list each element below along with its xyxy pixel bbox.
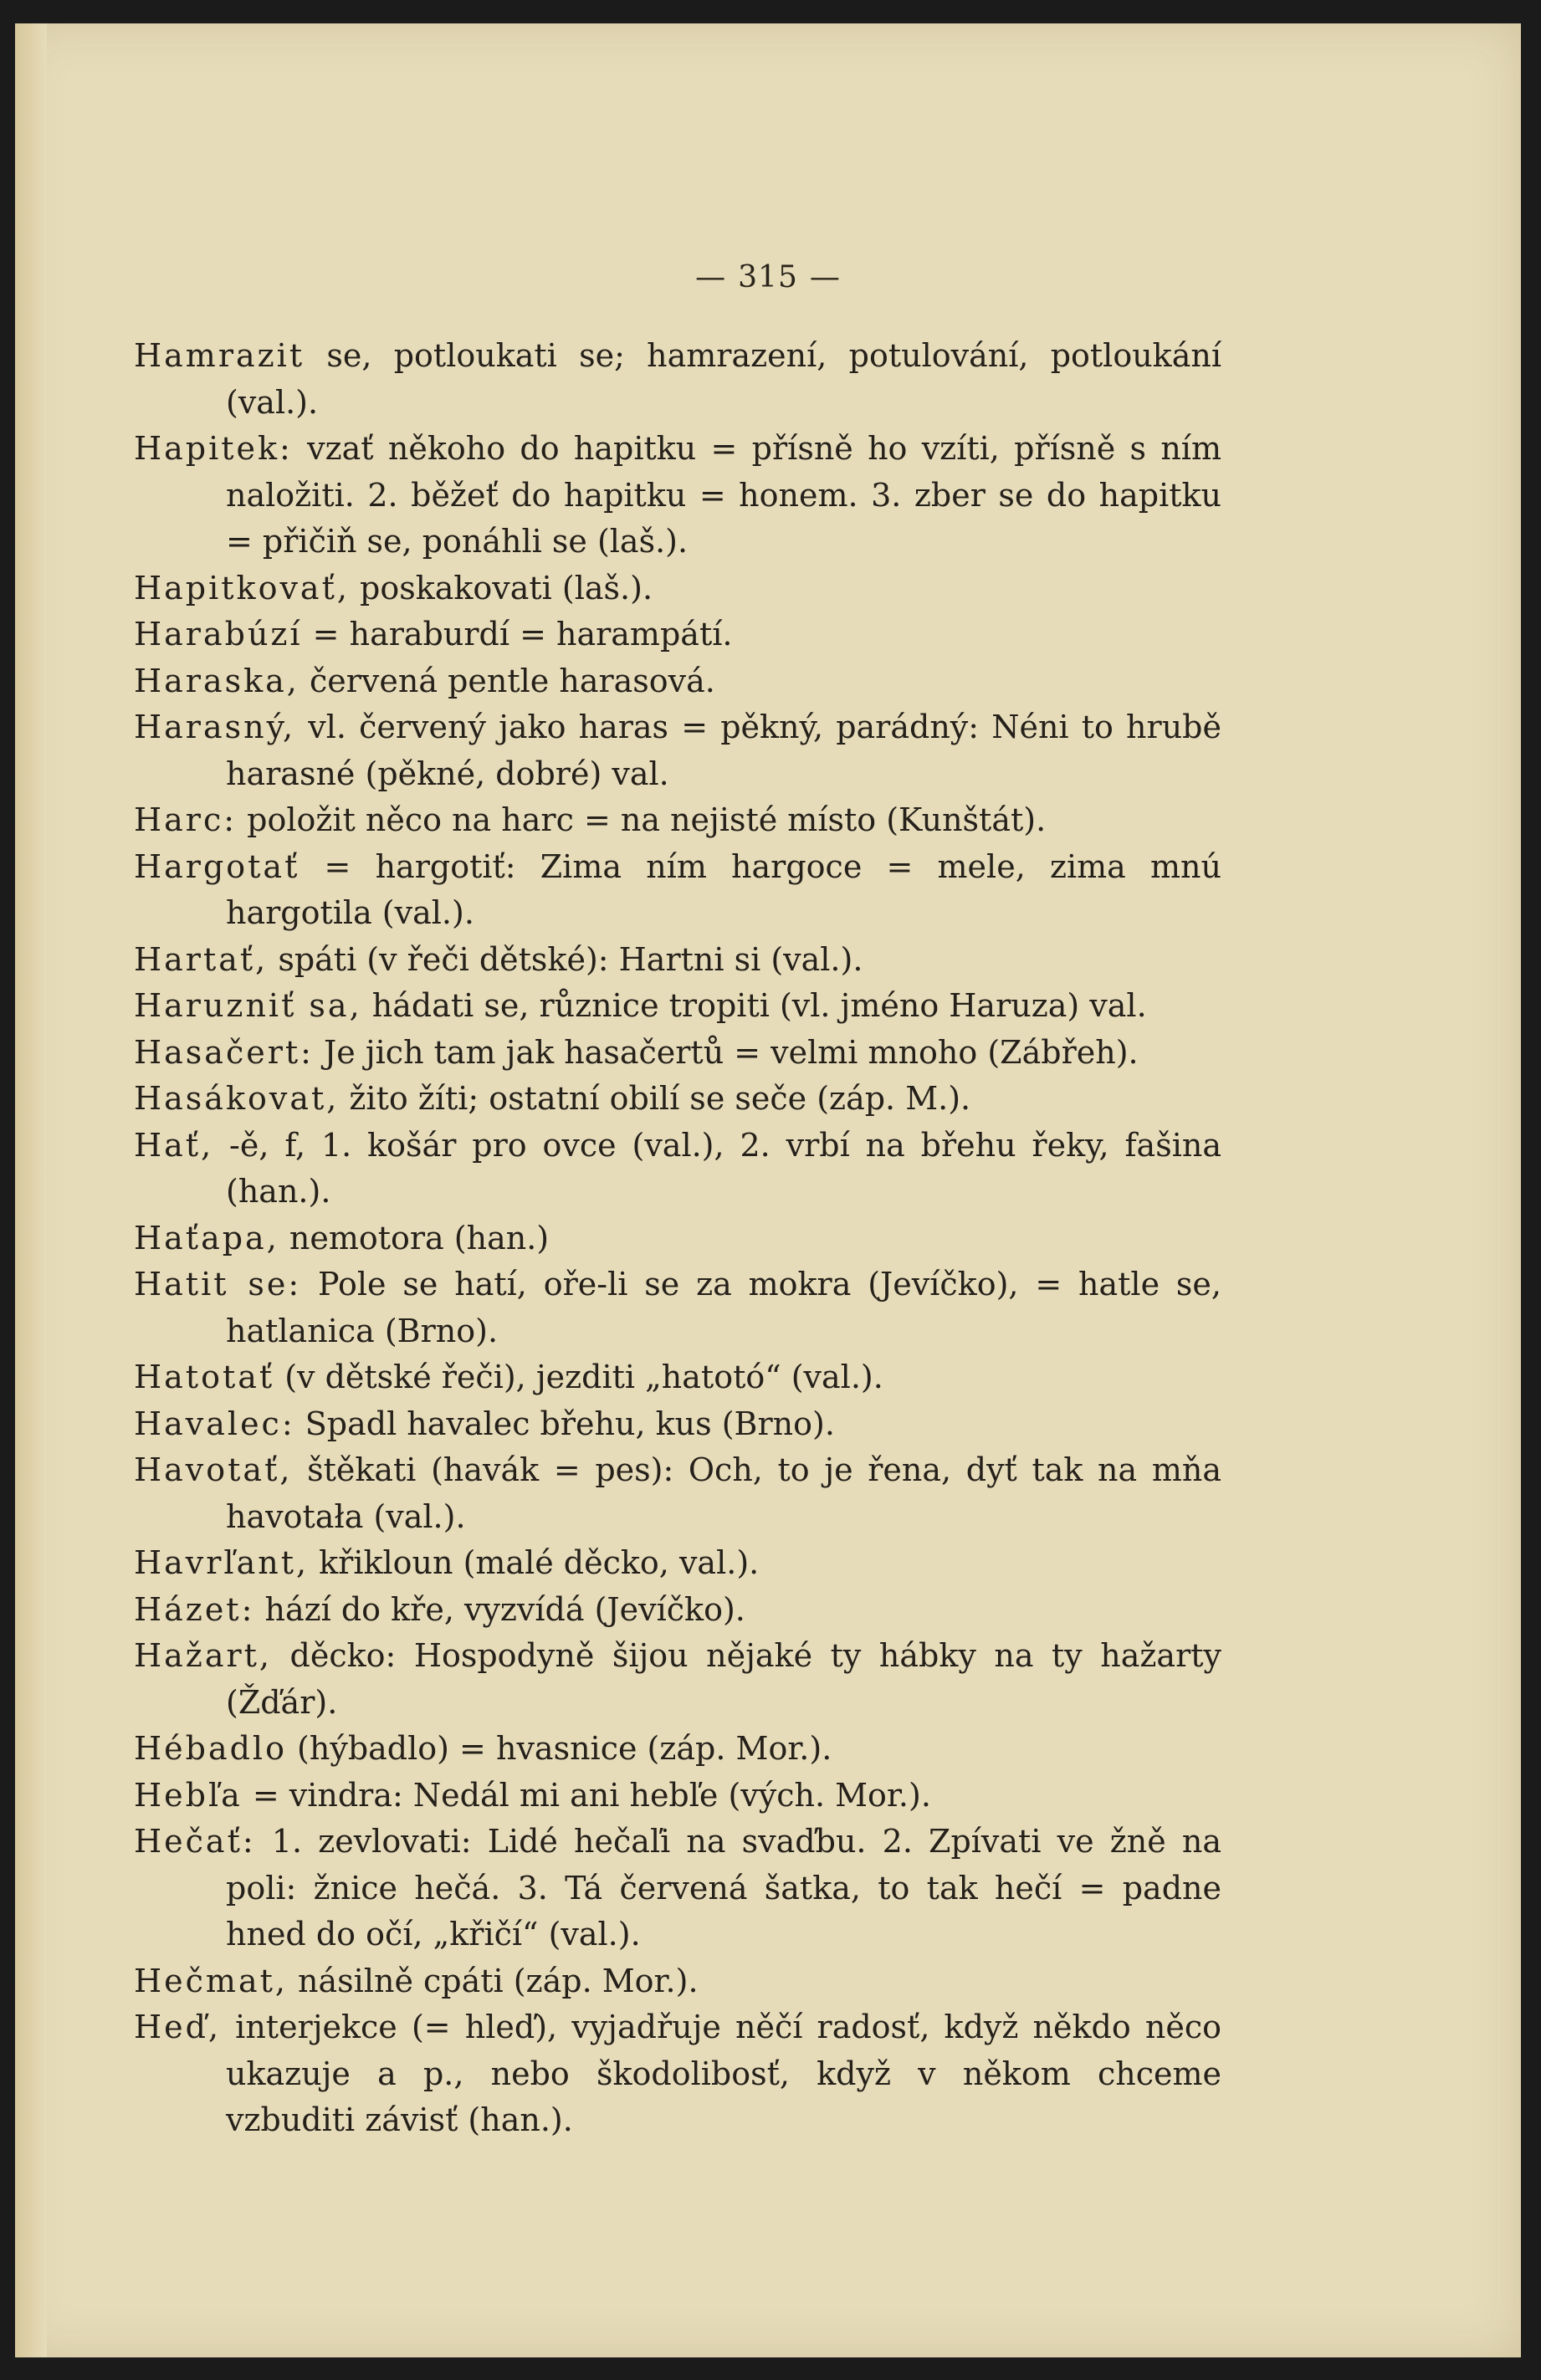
entry-definition: hádati se, různice tropiti (vl. jméno Haruza) val. bbox=[361, 987, 1147, 1024]
entry-definition: položit něco na harc = na nejisté místo (Kunštát). bbox=[237, 801, 1047, 838]
entry-headword: Hamrazit bbox=[134, 337, 305, 374]
entry-headword: Hasákovat, bbox=[134, 1080, 340, 1117]
entry-headword: Havotať, bbox=[134, 1451, 293, 1488]
dictionary-entry bbox=[134, 2004, 1221, 2144]
dictionary-entry bbox=[134, 1773, 1221, 1820]
entry-headword: Hať, bbox=[134, 1126, 214, 1164]
entry-headword: Hečmat, bbox=[134, 1962, 288, 1999]
entry-headword: Havrľant, bbox=[134, 1544, 310, 1581]
entry-definition: děcko: Hospodyně šijou nějaké ty hábky na ty hažarty (Žďár). bbox=[226, 1637, 1221, 1721]
entry-definition: Je jich tam jak hasačertů = velmi mnoho (Zábřeh). bbox=[313, 1033, 1139, 1071]
entry-headword: Hažart, bbox=[134, 1637, 272, 1674]
book-page bbox=[15, 23, 1521, 2357]
dictionary-entry bbox=[134, 983, 1221, 1030]
entry-definition: -ě, f, 1. košár pro ovce (val.), 2. vrbí na břehu řeky, fašina (han.). bbox=[213, 1126, 1221, 1210]
entry-headword: Hečať: bbox=[134, 1823, 256, 1860]
entry-headword: Haťapa, bbox=[134, 1219, 279, 1257]
entry-definition: vl. červený jako haras = pěkný, parádný: Néni to hrubě harasné (pěkné, dobré) val. bbox=[226, 709, 1221, 792]
entry-headword: Hebľa bbox=[134, 1776, 243, 1814]
dictionary-entry bbox=[134, 797, 1221, 844]
entry-definition: = haraburdí = harampátí. bbox=[302, 616, 733, 653]
entry-definition: nemotora (han.) bbox=[279, 1219, 550, 1257]
entry-definition: (v dětské řeči), jezditi „hatotó“ (val.). bbox=[274, 1359, 883, 1395]
entry-headword: Haraska, bbox=[134, 662, 299, 699]
dictionary-entry bbox=[134, 1819, 1221, 1958]
dictionary-entries bbox=[134, 333, 1221, 2144]
dictionary-entry bbox=[134, 1354, 1221, 1401]
dictionary-entry bbox=[134, 1030, 1221, 1077]
dictionary-entry bbox=[134, 1401, 1221, 1448]
entry-definition: žito žíti; ostatní obilí se seče (záp. M.). bbox=[339, 1080, 971, 1117]
entry-definition: se, potloukati se; hamrazení, potulování, potloukání (val.). bbox=[226, 337, 1221, 421]
dictionary-entry bbox=[134, 658, 1221, 705]
dash-left: — bbox=[695, 260, 727, 294]
page-edge bbox=[15, 23, 47, 2357]
dictionary-entry bbox=[134, 566, 1221, 612]
entry-definition: spáti (v řeči dětské): Hartni si (val.). bbox=[268, 940, 863, 978]
entry-headword: Harc: bbox=[134, 801, 238, 838]
entry-definition: poskakovati (laš.). bbox=[349, 569, 653, 607]
dictionary-entry bbox=[134, 426, 1221, 566]
entry-headword: Haruzniť sa, bbox=[134, 987, 362, 1024]
entry-headword: Hasačert: bbox=[134, 1033, 314, 1071]
dictionary-entry bbox=[134, 844, 1221, 937]
dictionary-entry bbox=[134, 1726, 1221, 1773]
entry-headword: Havalec: bbox=[134, 1405, 295, 1442]
entry-headword: Harabúzí bbox=[134, 616, 303, 653]
dictionary-entry bbox=[134, 612, 1221, 658]
entry-headword: Heď, bbox=[134, 2009, 222, 2045]
dictionary-entry bbox=[134, 1958, 1221, 2005]
dictionary-entry bbox=[134, 1587, 1221, 1634]
dash-right: — bbox=[809, 260, 841, 294]
entry-headword: Hatit se: bbox=[134, 1266, 302, 1303]
entry-headword: Hébadlo bbox=[134, 1730, 287, 1767]
dictionary-entry bbox=[134, 1123, 1221, 1216]
entry-definition: vzať někoho do hapitku = přísně ho vzíti, přísně s ním naložiti. 2. běžeť do hapitku = honem. 3. zber se do hapitku = přičiň se, ponáhli se (laš.). bbox=[226, 430, 1221, 560]
dictionary-entry bbox=[134, 1633, 1221, 1726]
entry-definition: hází do kře, vyzvídá (Jevíčko). bbox=[254, 1590, 745, 1628]
entry-definition: křikloun (malé děcko, val.). bbox=[309, 1544, 760, 1581]
page-number: 315 bbox=[738, 260, 798, 294]
entry-headword: Hartať, bbox=[134, 940, 269, 978]
entry-definition: 1. zevlovati: Lidé hečaľi na svaďbu. 2. Zpívati ve žně na poli: žnice hečá. 3. Tá červená šatka, to tak hečí = padne hned do očí, „křičí“ (val.). bbox=[226, 1823, 1221, 1953]
entry-headword: Házet: bbox=[134, 1590, 255, 1628]
entry-definition: Spadl havalec břehu, kus (Brno). bbox=[294, 1405, 835, 1442]
entry-definition: Pole se hatí, oře-li se za mokra (Jevíčko), = hatle se, hatlanica (Brno). bbox=[226, 1266, 1221, 1349]
entry-headword: Hapitek: bbox=[134, 430, 293, 467]
entry-definition: = vindra: Nedál mi ani hebľe (vých. Mor.). bbox=[242, 1776, 931, 1814]
entry-definition: červená pentle harasová. bbox=[299, 662, 715, 699]
entry-headword: Hatotať bbox=[134, 1359, 275, 1395]
entry-definition: = hargotiť: Zima ním hargoce = mele, zima mnú hargotila (val.). bbox=[226, 847, 1221, 931]
dictionary-entry bbox=[134, 1076, 1221, 1123]
dictionary-entry bbox=[134, 937, 1221, 984]
dictionary-entry bbox=[134, 1447, 1221, 1540]
entry-headword: Hargotať bbox=[134, 847, 300, 885]
entry-headword: Hapitkovať, bbox=[134, 569, 350, 607]
dictionary-entry bbox=[134, 1216, 1221, 1262]
entry-headword: Harasný, bbox=[134, 709, 296, 745]
entry-definition: násilně cpáti (záp. Mor.). bbox=[287, 1962, 699, 1999]
dictionary-entry bbox=[134, 1262, 1221, 1354]
dictionary-entry bbox=[134, 333, 1221, 426]
dictionary-entry bbox=[134, 704, 1221, 797]
entry-definition: (hýbadlo) = hvasnice (záp. Mor.). bbox=[286, 1730, 832, 1767]
entry-definition: štěkati (havák = pes): Och, to je řena, dyť tak na mňa havotała (val.). bbox=[226, 1451, 1221, 1535]
page-number-header bbox=[15, 260, 1521, 294]
dictionary-entry bbox=[134, 1540, 1221, 1587]
entry-definition: interjekce (= hleď), vyjadřuje něčí radosť, když někdo něco ukazuje a p., nebo škodolibosť, když v někom chceme vzbuditi závisť (han.). bbox=[221, 2009, 1221, 2138]
